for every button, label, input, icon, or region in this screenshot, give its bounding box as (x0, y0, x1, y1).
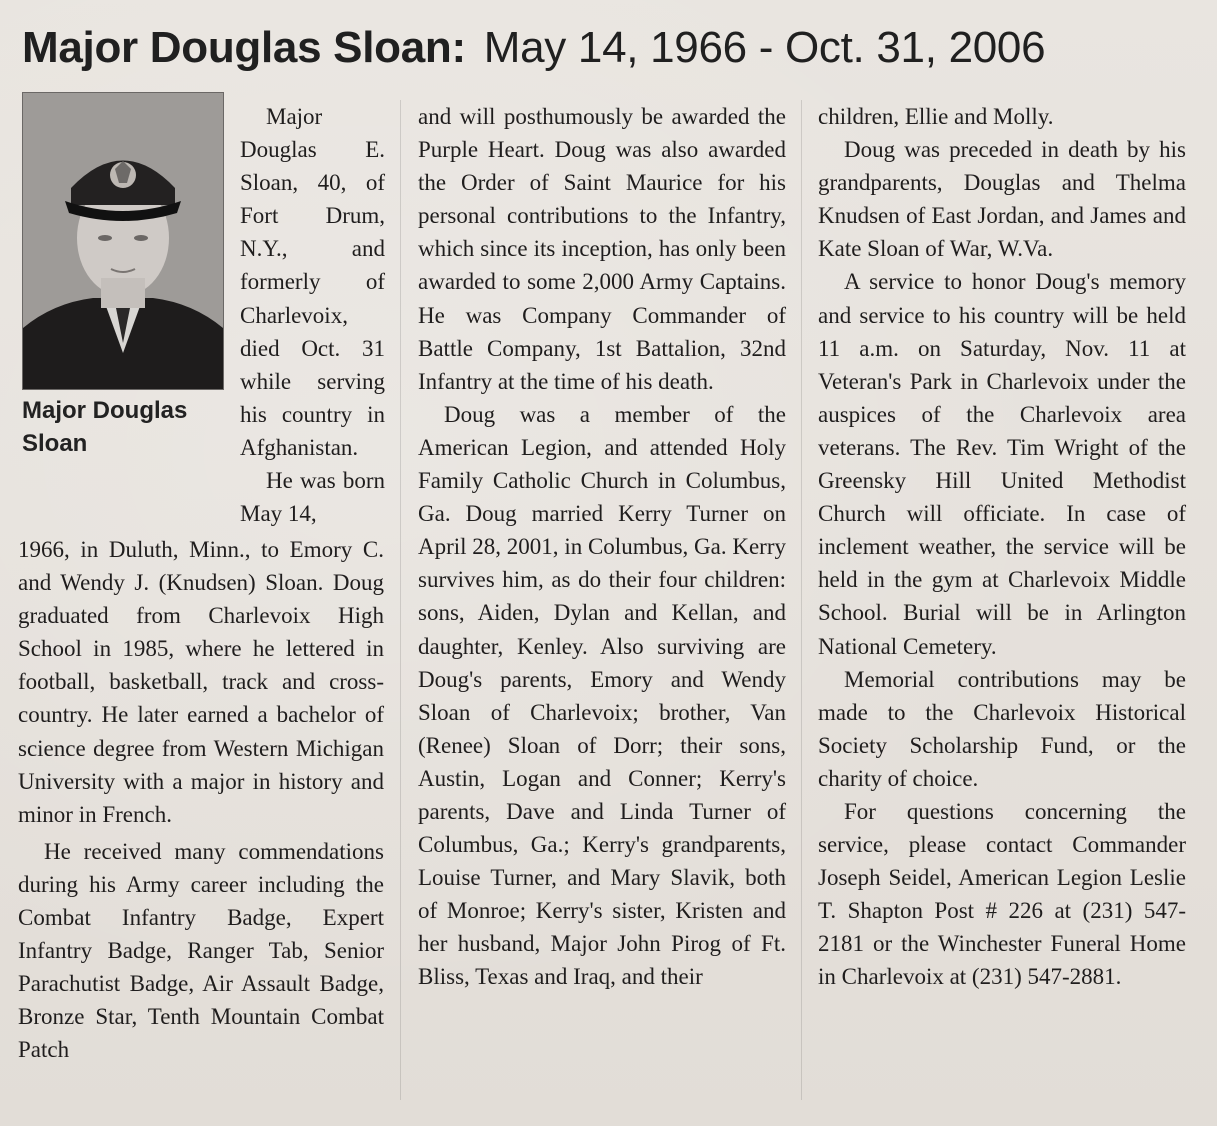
obit-paragraph-8: A service to honor Doug's memory and service to his country will be held 11 a.m. on Saturday, Nov. 11 at Veteran's Park in Charlevoix under the auspices of the Charlevoix area veterans. The Rev. Tim Wright of the Greensky Hill United Methodist Church will officiate. In case of inclement weather, the service will be held in the gym at Charlevoix Middle School. Burial will be in Arlington National Cemetery. (818, 269, 1186, 659)
obit-paragraph-1: Major Douglas E. Sloan, 40, of Fort Drum, N.Y., and formerly of Charlevoix, died Oct. 31 while serving his country in Afghanistan. (240, 104, 385, 460)
obit-paragraph-7: Doug was preceded in death by his grandparents, Douglas and Thelma Knudsen of East Jordan, and James and Kate Sloan of War, W.Va. (818, 137, 1186, 262)
headline-name: Major Douglas Sloan: (22, 23, 466, 72)
column-divider-left (400, 100, 401, 1100)
photo-caption: Major Douglas Sloan (22, 397, 188, 457)
column-divider-right (801, 100, 802, 1100)
column-2 (418, 100, 786, 994)
portrait-illustration (23, 93, 223, 389)
column-1 (18, 533, 384, 1067)
obit-paragraph-4: and will posthumously be awarded the Purple Heart. Doug was also awarded the Order of Saint Maurice for his personal contributions to the Infantry, which since its inception, has only been awarded to some 2,000 Army Captains. He was Company Commander of Battle Company, 1st Battalion, 32nd Infantry at the time of his death. (418, 104, 786, 394)
column-3 (818, 100, 1186, 994)
portrait-photo (22, 92, 224, 390)
obit-paragraph-6: children, Ellie and Molly. (818, 104, 1054, 129)
obit-paragraph-2-continued: 1966, in Duluth, Minn., to Emory C. and Wendy J. (Knudsen) Sloan. Doug graduated from Charlevoix High School in 1985, where he lettered in football, basketball, track and cross-country. He later earned a bachelor of science degree from Western Michigan University with a major in history and minor in French. (18, 537, 384, 827)
obit-paragraph-3: He received many commendations during his Army career including the Combat Infantry Badge, Expert Infantry Badge, Ranger Tab, Senior Parachutist Badge, Air Assault Badge, Bronze Star, Tenth Mountain Combat Patch (18, 838, 384, 1063)
obit-paragraph-2-start: He was born May 14, (240, 468, 385, 527)
obit-paragraph-10: For questions concerning the service, please contact Commander Joseph Seidel, American Legion Leslie T. Shapton Post # 226 at (231) 547-2181 or the Winchester Funeral Home in Charlevoix at (231) 547-2881. (818, 798, 1186, 990)
headline-dates: May 14, 1966 - Oct. 31, 2006 (483, 23, 1046, 72)
headline (22, 22, 1202, 74)
obit-paragraph-9: Memorial contributions may be made to the Charlevoix Historical Society Scholarship Fund, or the charity of choice. (818, 666, 1186, 791)
column-wrap-beside-photo (240, 100, 385, 530)
obit-paragraph-5: Doug was a member of the American Legion, and attended Holy Family Catholic Church in Columbus, Ga. Doug married Kerry Turner on April 28, 2001, in Columbus, Ga. Kerry survives him, as do their four children: sons, Aiden, Dylan and Kellan, and daughter, Kenley. Also surviving are Doug's parents, Emory and Wendy Sloan of Charlevoix; brother, Van (Renee) Sloan of Dorr; their sons, Austin, Logan and Conner; Kerry's parents, Dave and Linda Turner of Columbus, Ga.; Kerry's grandparents, Louise Turner, and Mary Slavik, both of Monroe; Kerry's sister, Kristen and her husband, Major John Pirog of Ft. Bliss, Texas and Iraq, and their (418, 401, 786, 990)
